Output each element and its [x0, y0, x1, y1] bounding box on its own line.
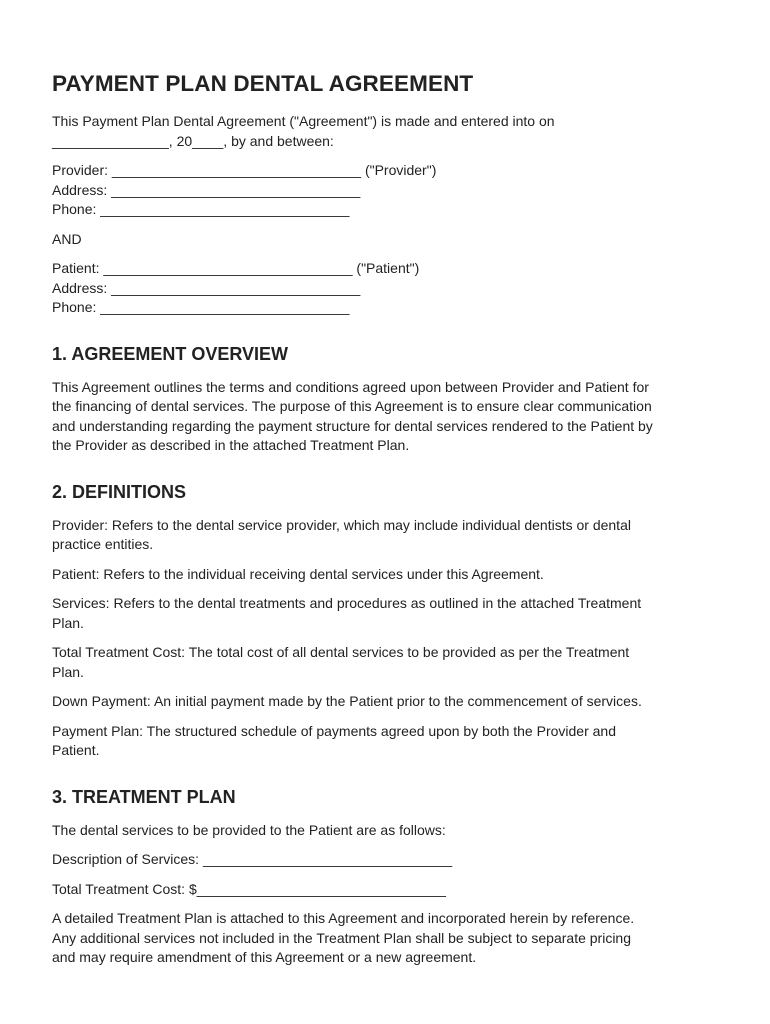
definition-line: Provider: Refers to the dental service provider, which may include individual dentists or dental: [52, 516, 631, 533]
definition-line: practice entities.: [52, 536, 154, 552]
definition-line: Down Payment: An initial payment made by the Patient prior to the commencement of services.: [52, 693, 642, 709]
and-separator: AND: [52, 230, 82, 247]
closing-line: and may require amendment of this Agreement or a new agreement.: [52, 949, 477, 965]
patient-address-field: Address: ________________________________: [52, 279, 361, 296]
intro-paragraph: [52, 112, 732, 151]
total-treatment-cost-field: Total Treatment Cost: $________________________________: [52, 880, 446, 897]
section-heading-definitions: 2. DEFINITIONS: [52, 481, 187, 502]
definition-patient: [52, 565, 732, 585]
section-heading-treatment-plan: 3. TREATMENT PLAN: [52, 786, 236, 807]
patient-block: [52, 259, 732, 318]
definition-total-cost: [52, 643, 732, 682]
closing-line: A detailed Treatment Plan is attached to this Agreement and incorporated herein by reference.: [52, 910, 635, 926]
overview-line: and understanding regarding the payment structure for dental services rendered to the Patient by: [52, 417, 653, 434]
intro-line: _______________, 20____, by and between:: [52, 132, 334, 149]
overview-line: This Agreement outlines the terms and conditions agreed upon between Provider and Patient for: [52, 378, 649, 395]
overview-paragraph: [52, 378, 732, 456]
definition-line: Patient: Refers to the individual receiving dental services under this Agreement.: [52, 565, 544, 582]
document-title: PAYMENT PLAN DENTAL AGREEMENT: [52, 71, 474, 96]
overview-line: the financing of dental services. The purpose of this Agreement is to ensure clear communication: [52, 398, 652, 414]
definition-line: Payment Plan: The structured schedule of payments agreed upon by both the Provider and: [52, 722, 616, 739]
treatment-closing-paragraph: [52, 909, 732, 968]
definition-services: [52, 594, 732, 633]
definition-provider: [52, 516, 732, 555]
provider-phone-field: Phone: ________________________________: [52, 201, 350, 217]
provider-block: [52, 161, 732, 220]
closing-line: Any additional services not included in the Treatment Plan shall be subject to separate pricing: [52, 929, 632, 946]
section-heading-overview: 1. AGREEMENT OVERVIEW: [52, 343, 289, 364]
definition-line: Plan.: [52, 614, 84, 631]
definition-line: Services: Refers to the dental treatments and procedures as outlined in the attached Treatment: [52, 595, 642, 611]
provider-name-field: Provider: ________________________________ ("Provider"): [52, 162, 437, 178]
definition-line: Plan.: [52, 663, 84, 680]
definition-payment-plan: [52, 722, 732, 761]
definition-down-payment: [52, 692, 732, 712]
definition-line: Total Treatment Cost: The total cost of all dental services to be provided as per the Treatment: [52, 644, 630, 660]
patient-phone-field: Phone: ________________________________: [52, 299, 350, 315]
definition-line: Patient.: [52, 742, 100, 758]
provider-address-field: Address: ________________________________: [52, 181, 361, 198]
patient-name-field: Patient: ________________________________ ("Patient"): [52, 260, 420, 276]
treatment-intro: The dental services to be provided to the Patient are as follows:: [52, 821, 446, 838]
description-of-services-field: Description of Services: ________________________________: [52, 851, 453, 867]
document-page: [52, 70, 732, 968]
intro-line: This Payment Plan Dental Agreement ("Agreement") is made and entered into on: [52, 113, 555, 129]
overview-line: the Provider as described in the attached Treatment Plan.: [52, 437, 410, 453]
